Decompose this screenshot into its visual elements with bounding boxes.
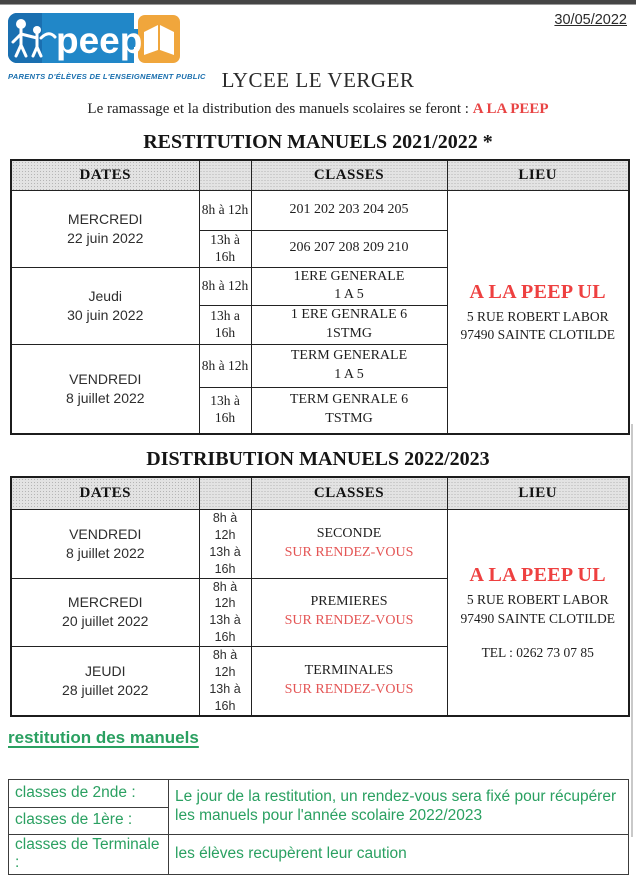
time-cell: 8h à 12h bbox=[199, 267, 251, 306]
table-row bbox=[11, 190, 629, 230]
restitution-notes-table bbox=[8, 779, 629, 875]
date-cell-mercredi bbox=[11, 190, 199, 267]
restitution-header-classes: CLASSES bbox=[251, 160, 447, 190]
class-label-2nde: classes de 2nde : bbox=[9, 779, 169, 807]
restitution-lieu-cell bbox=[447, 190, 629, 434]
table-row bbox=[11, 510, 629, 579]
classes-cell: 206 207 208 209 210 bbox=[251, 230, 447, 267]
time-cell: 8h à 12h bbox=[199, 345, 251, 388]
classes-cell: SECONDE SUR RENDEZ-VOUS bbox=[251, 510, 447, 579]
distribution-header-lieu: LIEU bbox=[447, 477, 629, 510]
lieu-address-line2: 97490 SAINTE CLOTILDE bbox=[460, 327, 615, 343]
caution-rule-text: les élèves recupèrent leur caution bbox=[169, 834, 629, 875]
lieu-address-line1: 5 RUE ROBERT LABOR bbox=[466, 308, 609, 324]
class-label-terminale: classes de Terminale : bbox=[9, 834, 169, 875]
date-cell-jeudi28: JEUDI 28 juillet 2022 bbox=[11, 647, 199, 716]
logo-tagline: PARENTS D'ÉLÈVES DE L'ENSEIGNEMENT PUBLIC bbox=[8, 72, 206, 81]
peep-logo bbox=[8, 12, 206, 81]
lieu-name: A LA PEEP UL bbox=[469, 564, 606, 587]
date-full: 8 juillet 2022 bbox=[65, 389, 145, 406]
class-label-1ere: classes de 1ère : bbox=[9, 807, 169, 834]
classes-cell: 1 ERE GENRALE 6 1STMG bbox=[251, 306, 447, 345]
restitution-notes-heading: restitution des manuels bbox=[8, 727, 199, 747]
distribution-lieu-cell bbox=[447, 510, 629, 716]
distribution-title: DISTRIBUTION MANUELS 2022/2023 bbox=[146, 447, 490, 470]
classes-cell: TERM GENRALE 6 TSTMG bbox=[251, 388, 447, 434]
appointment-note: SUR RENDEZ-VOUS bbox=[284, 544, 414, 560]
restitution-header-lieu: LIEU bbox=[447, 160, 629, 190]
date-day: MERCREDI bbox=[67, 210, 143, 227]
school-title: LYCEE LE VERGER bbox=[221, 68, 415, 92]
classes-cell: 1ERE GENERALE 1 A 5 bbox=[251, 267, 447, 306]
distribution-header-dates: DATES bbox=[11, 477, 199, 510]
document-date: 30/05/2022 bbox=[554, 12, 627, 28]
logo-wordmark: peep bbox=[56, 20, 143, 61]
restitution-header-dates: DATES bbox=[11, 160, 199, 190]
date-day: VENDREDI bbox=[69, 370, 142, 387]
peep-logo-graphic bbox=[8, 12, 180, 66]
lieu-name: A LA PEEP UL bbox=[469, 280, 606, 303]
date-day: Jeudi bbox=[88, 287, 122, 304]
table-row bbox=[9, 779, 629, 807]
scan-edge-right bbox=[631, 424, 633, 837]
time-cell: 8h à 12h 13h à 16h bbox=[199, 578, 251, 647]
date-full: 30 juin 2022 bbox=[67, 306, 144, 323]
appointment-note: SUR RENDEZ-VOUS bbox=[284, 613, 414, 629]
classes-cell: TERM GENERALE 1 A 5 bbox=[251, 345, 447, 388]
restitution-title: RESTITUTION MANUELS 2021/2022 * bbox=[143, 131, 493, 153]
time-cell: 8h à 12h 13h à 16h bbox=[199, 510, 251, 579]
classes-cell: 201 202 203 204 205 bbox=[251, 190, 447, 230]
intro-line bbox=[0, 101, 636, 118]
time-cell: 13h à 16h bbox=[199, 230, 251, 267]
date-full: 22 juin 2022 bbox=[67, 229, 144, 246]
table-row bbox=[9, 834, 629, 875]
intro-highlight: A LA PEEP bbox=[472, 101, 549, 117]
restitution-table bbox=[10, 159, 630, 435]
time-cell: 8h à 12h bbox=[199, 190, 251, 230]
date-cell-vendredi8: VENDREDI 8 juillet 2022 bbox=[11, 510, 199, 579]
appointment-note: SUR RENDEZ-VOUS bbox=[284, 681, 414, 697]
distribution-header-time bbox=[199, 477, 251, 510]
appointment-rule-text: Le jour de la restitution, un rendez-vous sera fixé pour récupérer les manuels pour l'année scolaire 2022/2023 bbox=[169, 779, 629, 834]
time-cell: 13h a 16h bbox=[199, 306, 251, 345]
distribution-table bbox=[10, 476, 630, 717]
date-cell-mercredi20: MERCREDI 20 juillet 2022 bbox=[11, 578, 199, 647]
intro-text: Le ramassage et la distribution des manuels scolaires se feront : bbox=[87, 101, 469, 117]
distribution-header-classes: CLASSES bbox=[251, 477, 447, 510]
lieu-phone: TEL : 0262 73 07 85 bbox=[481, 644, 594, 660]
time-cell: 13h à 16h bbox=[199, 388, 251, 434]
lieu-address-line1: 5 RUE ROBERT LABOR bbox=[466, 592, 609, 608]
date-cell-vendredi bbox=[11, 345, 199, 434]
restitution-header-time bbox=[199, 160, 251, 190]
date-cell-jeudi bbox=[11, 267, 199, 345]
time-cell: 8h à 12h 13h à 16h bbox=[199, 647, 251, 716]
classes-cell: PREMIERES SUR RENDEZ-VOUS bbox=[251, 578, 447, 647]
classes-cell: TERMINALES SUR RENDEZ-VOUS bbox=[251, 647, 447, 716]
lieu-address-line2: 97490 SAINTE CLOTILDE bbox=[460, 610, 615, 626]
